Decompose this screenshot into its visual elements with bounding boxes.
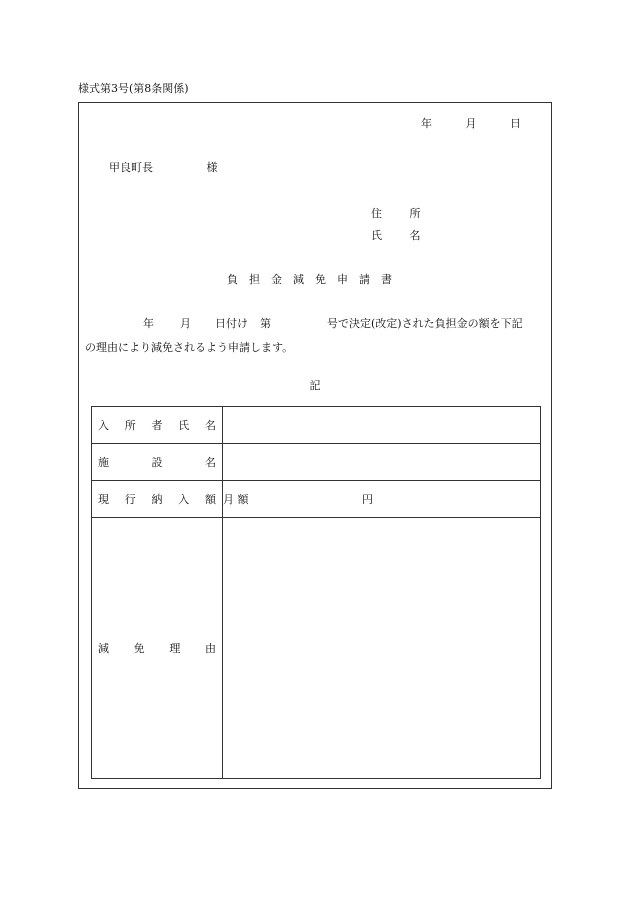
applicant-address-label: 住 所 — [371, 207, 433, 220]
row-label-reason: 減 免 理 由 — [98, 642, 216, 655]
table-row — [92, 481, 541, 518]
body-month: 月 — [180, 317, 191, 330]
reason-field[interactable] — [223, 518, 541, 779]
yen-unit: 円 — [362, 493, 373, 506]
date-day: 日 — [510, 117, 521, 130]
body-rest: 号で決定(改定)された負担金の額を下記 — [327, 317, 523, 330]
table-row — [92, 518, 541, 779]
document-title: 負担金減免申請書 — [227, 273, 403, 286]
addressee-honorific: 様 — [206, 161, 218, 174]
application-table — [91, 406, 541, 779]
form-reference: 様式第3号(第8条関係) — [78, 82, 189, 95]
form-frame — [78, 102, 552, 789]
table-row — [92, 444, 541, 481]
applicant-name-label: 氏 名 — [371, 229, 433, 242]
body-no: 第 — [260, 317, 271, 330]
table-row — [92, 407, 541, 444]
note-heading: 記 — [309, 379, 321, 392]
current-payment-field[interactable] — [223, 481, 541, 518]
date-line — [391, 115, 521, 131]
row-label-current-payment: 現 行 納 入 額 — [98, 493, 216, 506]
body-year: 年 — [143, 317, 154, 330]
body-line-2: の理由により減免されるよう申請します。 — [85, 341, 294, 354]
resident-name-field[interactable] — [223, 407, 541, 444]
addressee-name: 甲良町長 — [109, 161, 153, 174]
addressee — [109, 159, 218, 175]
monthly-amount-label: 月 額 — [223, 493, 249, 506]
date-year: 年 — [421, 117, 432, 130]
facility-name-field[interactable] — [223, 444, 541, 481]
body-dated: 日付け — [215, 317, 248, 330]
row-label-resident-name: 入 所 者 氏 名 — [98, 419, 216, 432]
date-month: 月 — [465, 117, 477, 130]
body-line-1 — [99, 315, 523, 331]
row-label-facility: 施 設 名 — [98, 456, 216, 469]
